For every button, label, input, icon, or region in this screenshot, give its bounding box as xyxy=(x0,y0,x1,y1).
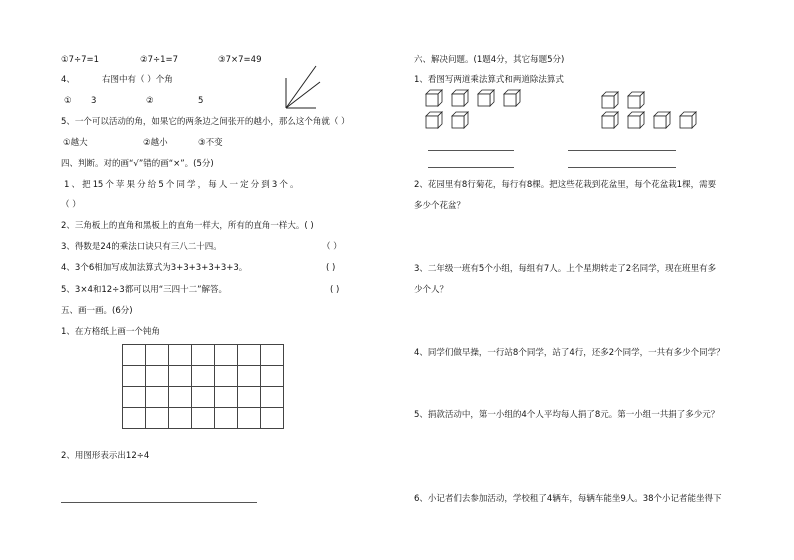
judge-4-paren: ( ) xyxy=(326,263,336,273)
judge-5: 5、3×4和12÷3都可以用“三四十二”解答。 xyxy=(61,285,228,295)
problem-1: 1、看图写两道乘法算式和两道除法算式 xyxy=(414,75,564,85)
q5-option-2: ②越小 xyxy=(143,138,168,148)
problem-4: 4、同学们做早操，一行站8个同学，站了4行，还多2个同学，一共有多少个同学？ xyxy=(414,348,725,358)
section-4-title: 四、判断。对的画“√”错的画“×”。(5分) xyxy=(61,159,214,169)
q4-text: 右图中有（ ）个角 xyxy=(102,75,173,85)
cube-group-right xyxy=(598,88,710,130)
judge-4: 4、3个6相加写成加法算式为3+3+3+3+3+3。 xyxy=(61,263,248,273)
section-6-title: 六、解决问题。(1题4分，其它每题5分) xyxy=(414,55,565,65)
q3-option-2: ②7÷1=7 xyxy=(140,55,179,65)
q4-number: 4、 xyxy=(61,75,75,85)
draw-1: 1、在方格纸上画一个钝角 xyxy=(61,327,160,337)
judge-2: 2、三角板上的直角和黑板上的直角一样大，所有的直角一样大。( ) xyxy=(61,221,314,231)
judge-1-line1: 1 、 把 15 个 苹 果 分 给 5 个 同 学 ， 每 人 一 定 分 到 3 个 。 xyxy=(64,180,299,190)
section-5-title: 五、画一画。(6分) xyxy=(61,306,133,316)
judge-3-paren: （ ） xyxy=(322,242,342,252)
answer-line-1b xyxy=(568,150,676,151)
problem-3-line1: 3、二年级一班有5个小组，每组有7人。上个星期转走了2名同学，现在班里有多 xyxy=(414,264,717,274)
q5-text: 5、一个可以活动的角，如果它的两条边之间张开的越小，那么这个角就（ ） xyxy=(61,117,350,127)
answer-line-1c xyxy=(428,167,514,168)
cube-group-left xyxy=(424,88,536,130)
judge-5-paren: ( ) xyxy=(330,285,340,295)
q4-option-1-value: 3 xyxy=(91,96,97,106)
judge-1-line2: （ ） xyxy=(61,200,81,210)
grid-paper xyxy=(122,344,284,429)
answer-line xyxy=(61,502,257,503)
judge-3: 3、得数是24的乘法口诀只有三八二十四。 xyxy=(61,242,222,252)
answer-line-1a xyxy=(428,150,514,151)
problem-2-line1: 2、花园里有8行菊花，每行有8棵。把这些花栽到花盆里，每个花盆栽1棵，需要 xyxy=(414,180,717,190)
q4-option-2-value: 5 xyxy=(198,96,204,106)
answer-line-1d xyxy=(568,167,676,168)
problem-5: 5、捐款活动中，第一小组的4个人平均每人捐了8元。第一小组一共捐了多少元？ xyxy=(414,410,720,420)
problem-2-line2: 多少个花盆？ xyxy=(414,201,466,211)
problem-6: 6、小记者们去参加活动，学校租了4辆车，每辆车能坐9人。38个小记者能坐得下 xyxy=(414,494,722,504)
q5-option-1: ①越大 xyxy=(63,138,88,148)
q4-option-1-mark: ① xyxy=(64,96,72,106)
q5-option-3: ③不变 xyxy=(198,138,223,148)
draw-2: 2、用图形表示出12÷4 xyxy=(61,451,150,461)
q3-option-1: ①7÷7=1 xyxy=(61,55,100,65)
q4-option-2-mark: ② xyxy=(146,96,154,106)
q3-option-3: ③7×7=49 xyxy=(218,55,262,65)
angle-figure xyxy=(280,62,322,114)
problem-3-line2: 少个人？ xyxy=(414,285,449,295)
